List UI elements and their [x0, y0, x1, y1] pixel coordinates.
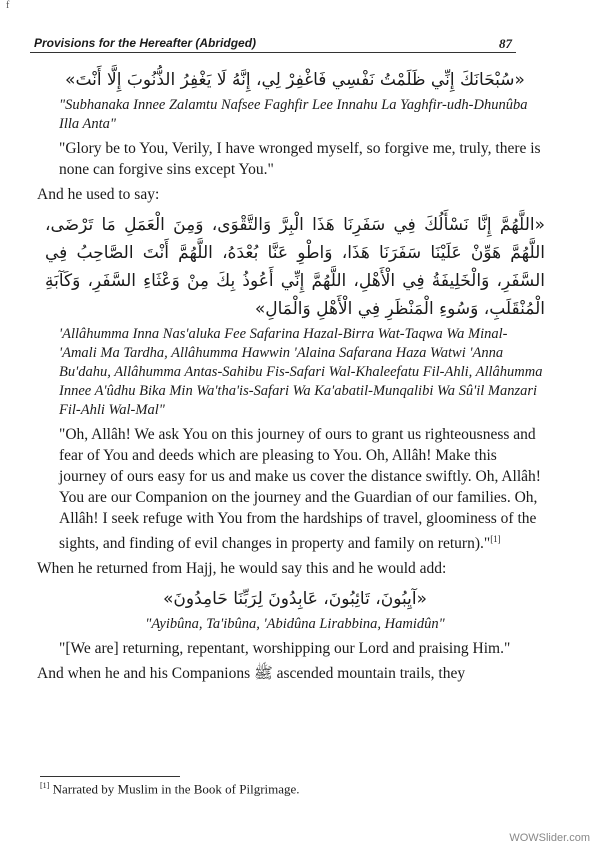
- footnote-marker: [1]: [40, 781, 50, 790]
- corner-mark: f: [6, 0, 10, 11]
- translation-2: [59, 424, 545, 554]
- transliteration-2: 'Allâhumma Inna Nas'aluka Fee Safarina Hazal-Birra Wat-Taqwa Wa Minal-'Amali Ma Tardha, Allâhumma Hawwin 'Alaina Safarana Haza Watwi 'Anna Bu'dahu, Allâhumma Antas-Sahibu Fis-Safari Wal-Khaleefatu Fil-Ahli, Allâhumma Innee A'ûdhu Bika Min Wa'tha'is-Safari Wa Ka'abatil-Munqalibi Wa Sû'il Manzari Fil-Ahli Wal-Mal": [59, 326, 543, 418]
- footnote-reference[interactable]: [1]: [490, 534, 501, 544]
- running-header: [30, 34, 516, 53]
- footnote-text: Narrated by Muslim in the Book of Pilgrimage.: [52, 781, 300, 797]
- narration-1: And he used to say:: [37, 186, 160, 203]
- footnote: [40, 781, 300, 797]
- narration-3: And when he and his Companions ﷺ ascended mountain trails, they: [37, 665, 466, 683]
- transliteration-1: "Subhanaka Innee Zalamtu Nafsee Faghfir Lee Innahu La Yaghfir-udh-Dhunûba Illa Anta": [59, 97, 528, 132]
- footnote-divider: [40, 776, 180, 777]
- arabic-supplication-2: «اللَّهُمَّ إِنَّا نَسْأَلُكَ فِي سَفَرِنَا هَذَا الْبِرَّ وَالتَّقْوَى، وَمِنَ الْعَمَلِ مَا تَرْضَى، اللَّهُمَّ هَوِّنْ عَلَيْنَا سَفَرَنَا هَذَا، وَاطْوِ عَنَّا بُعْدَهُ، اللَّهُمَّ أَنْتَ الصَّاحِبُ فِي السَّفَرِ، وَالْخَلِيفَةُ فِي الْأَهْلِ، اللَّهُمَّ إِنِّي أَعُوذُ بِكَ مِنْ وَعْثَاءِ السَّفَرِ، وَكَآبَةِ الْمُنْقَلَبِ، وَسُوءِ الْمَنْظَرِ فِي الْأَهْلِ وَالْمَالِ»: [45, 215, 545, 319]
- translation-3: "[We are] returning, repentant, worshipping our Lord and praising Him.": [59, 640, 511, 658]
- narration-2: When he returned from Hajj, he would say this and he would add:: [37, 560, 447, 578]
- page-number: 87: [499, 36, 512, 51]
- header-title: Provisions for the Hereafter (Abridged): [34, 36, 257, 50]
- page-body: [37, 66, 545, 690]
- watermark: WOWSlider.com: [509, 832, 590, 844]
- transliteration-3: "Ayibûna, Ta'ibûna, 'Abidûna Lirabbina, Hamidûn": [145, 616, 445, 633]
- arabic-supplication-3: «آيِبُونَ، تَائِبُونَ، عَابِدُونَ لِرَبِّنَا حَامِدُونَ»: [163, 589, 427, 610]
- translation-1: "Glory be to You, Verily, I have wronged myself, so forgive me, truly, there is none can forgive sins except You.": [59, 140, 541, 178]
- translation-2-text: "Oh, Allâh! We ask You on this journey of ours to grant us righteousness and fear of You and deeds which are pleasing to You. Oh, Allâh! Make this journey of ours easy for us and make us cover the distance swiftly. Oh, Allâh! You are our Companion on the journey and the Guardian of our families. Oh, Allâh! I seek refuge with You from the hardships of travel, gloominess of the sights, and finding of evil changes in property and family on return).": [59, 426, 541, 553]
- arabic-supplication-1: «سُبْحَانَكَ إِنِّي ظَلَمْتُ نَفْسِي فَاغْفِرْ لِي، إِنَّهُ لَا يَغْفِرُ الذُّنُوبَ إِلَّا أَنْتَ»: [65, 70, 525, 90]
